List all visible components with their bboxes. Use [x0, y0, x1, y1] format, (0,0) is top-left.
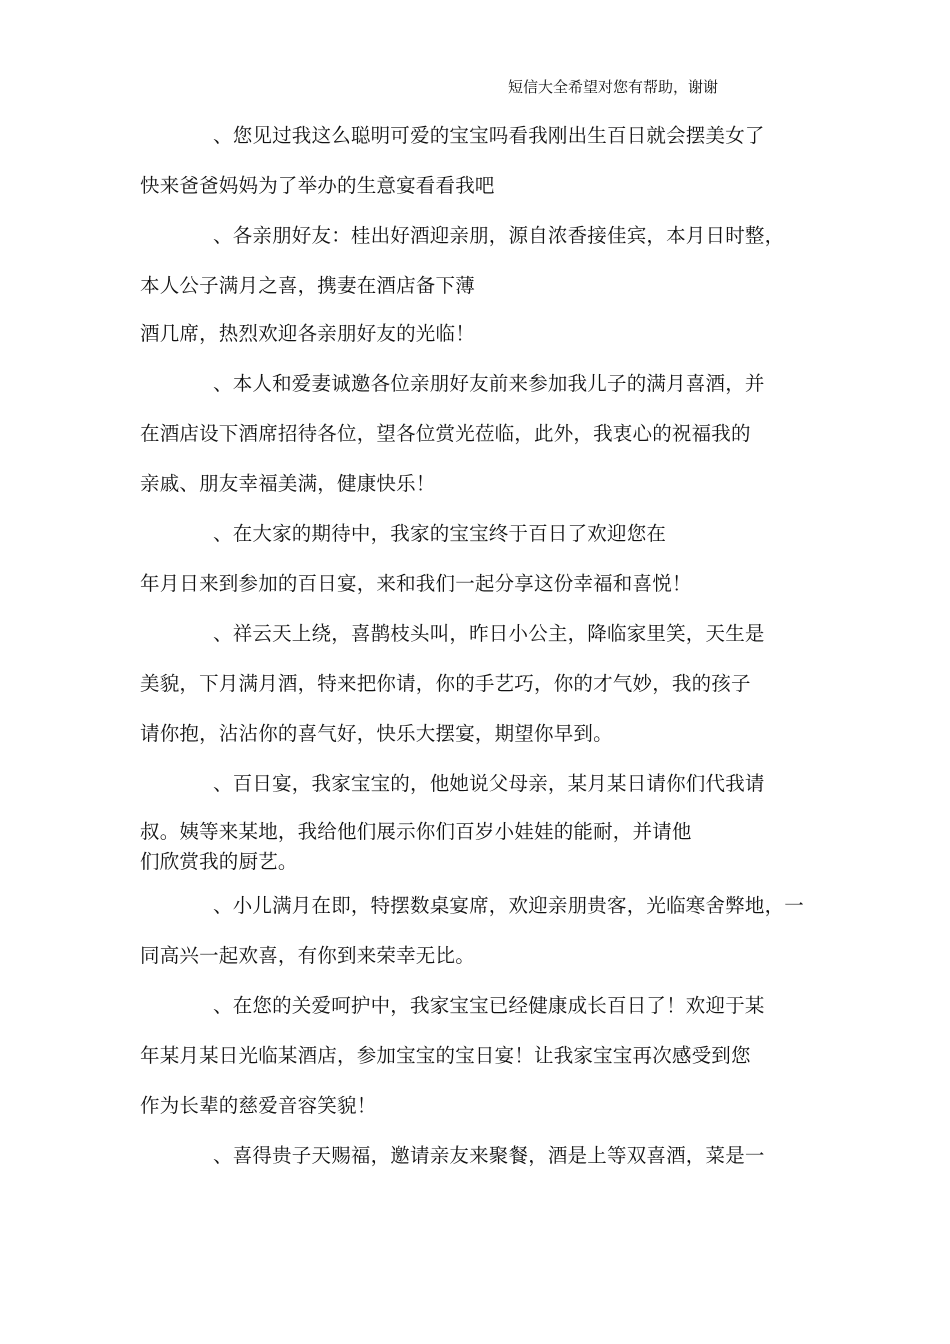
text-line: 、您见过我这么聪明可爱的宝宝吗看我刚出生百日就会摆美女了 — [213, 124, 765, 147]
text-line: 酒几席，热烈欢迎各亲朋好友的光临！ — [140, 322, 475, 345]
text-line: 们欣赏我的厨艺。 — [140, 850, 298, 873]
text-line: 本人公子满月之喜，携妻在酒店备下薄 — [140, 274, 475, 297]
text-line: 年月日来到参加的百日宴，来和我们一起分享这份幸福和喜悦！ — [140, 572, 692, 595]
text-line: 叔。姨等来某地，我给他们展示你们百岁小娃娃的能耐，并请他 — [140, 820, 692, 843]
page-header: 短信大全希望对您有帮助，谢谢 — [508, 78, 719, 96]
text-line: 作为长辈的慈爱音容笑貌！ — [140, 1094, 377, 1117]
text-line: 亲戚、朋友幸福美满，健康快乐！ — [140, 472, 436, 495]
text-line: 、在您的关爱呵护中，我家宝宝已经健康成长百日了！欢迎于某 — [213, 994, 765, 1017]
text-line: 、小儿满月在即，特摆数桌宴席，欢迎亲朋贵客，光临寒舍弊地，一 — [213, 894, 805, 917]
text-line: 、各亲朋好友：桂出好酒迎亲朋，源自浓香接佳宾，本月日时整， — [213, 224, 785, 247]
text-line: 、在大家的期待中，我家的宝宝终于百日了欢迎您在 — [213, 522, 667, 545]
text-line: 同高兴一起欢喜，有你到来荣幸无比。 — [140, 944, 475, 967]
text-line: 请你抱，沾沾你的喜气好，快乐大摆宴，期望你早到。 — [140, 722, 613, 745]
text-line: 、祥云天上绕，喜鹊枝头叫，昨日小公主，降临家里笑，天生是 — [213, 622, 765, 645]
text-line: 年某月某日光临某酒店，参加宝宝的宝日宴！让我家宝宝再次感受到您 — [140, 1044, 751, 1067]
text-line: 美貌，下月满月酒，特来把你请，你的手艺巧，你的才气妙，我的孩子 — [140, 672, 751, 695]
text-line: 、喜得贵子天赐福，邀请亲友来聚餐，酒是上等双喜酒，菜是一 — [213, 1144, 765, 1167]
text-line: 、本人和爱妻诚邀各位亲朋好友前来参加我儿子的满月喜酒，并 — [213, 372, 765, 395]
text-line: 快来爸爸妈妈为了举办的生意宴看看我吧 — [140, 174, 495, 197]
text-line: 、百日宴，我家宝宝的，他她说父母亲，某月某日请你们代我请 — [213, 772, 765, 795]
text-line: 在酒店设下酒席招待各位，望各位赏光莅临，此外，我衷心的祝福我的 — [140, 422, 751, 445]
